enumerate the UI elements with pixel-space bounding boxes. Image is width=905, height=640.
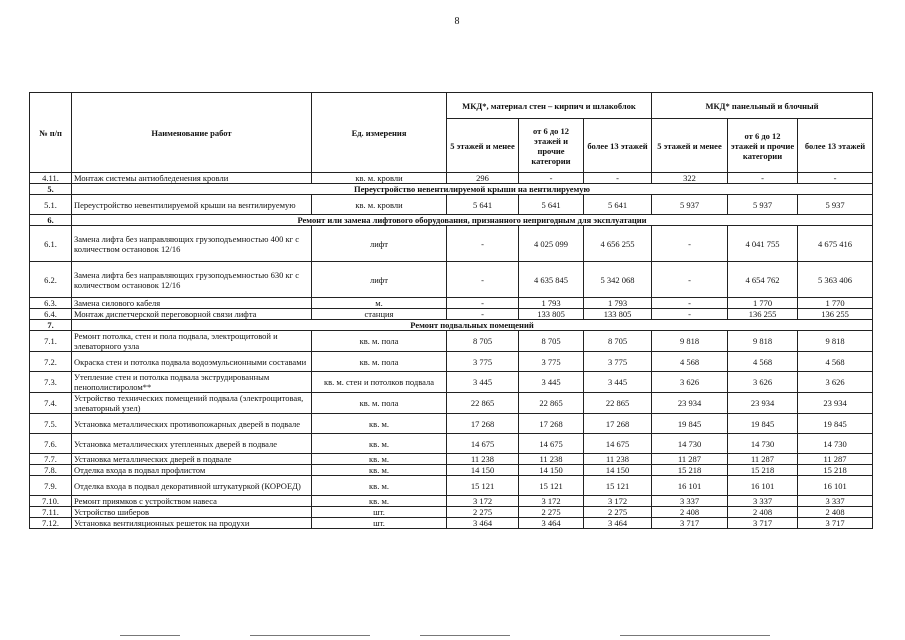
header-sub-4: 5 этажей и менее [652,119,728,173]
header-work-name: Наименование работ [72,93,312,173]
page-number: 8 [454,16,460,27]
cost-value: 15 121 [447,476,519,496]
cost-value: 1 793 [519,298,584,309]
cost-value: 3 445 [519,372,584,393]
scan-artifact [120,635,180,636]
unit-cell: кв. м. кровли [312,173,447,184]
row-number: 6.2. [30,262,72,298]
cost-value: 3 337 [798,496,873,507]
unit-cell: станция [312,309,447,320]
row-number: 7.5. [30,414,72,434]
cost-value: 11 238 [519,454,584,465]
cost-value: 22 865 [519,393,584,414]
cost-value: 136 255 [728,309,798,320]
row-number: 7.7. [30,454,72,465]
cost-value: 11 287 [798,454,873,465]
cost-value: - [584,173,652,184]
cost-value: 19 845 [798,414,873,434]
cost-value: 3 775 [584,352,652,372]
work-name: Утепление стен и потолка подвала экструдированным пенополистиролом** [72,372,312,393]
cost-value: 14 730 [728,434,798,454]
cost-value: 2 275 [447,507,519,518]
row-number: 4.11. [30,173,72,184]
row-number: 5.1. [30,195,72,215]
unit-cell: кв. м. [312,476,447,496]
cost-value: 1 793 [584,298,652,309]
work-name: Переустройство невентилируемой крыши на вентилируемую [72,195,312,215]
section-title: Переустройство невентилируемой крыши на вентилируемую [72,184,873,195]
cost-value: - [447,298,519,309]
table-row [30,352,873,372]
cost-value: 14 675 [519,434,584,454]
cost-value: 3 445 [584,372,652,393]
unit-cell: кв. м. пола [312,393,447,414]
table-row [30,393,873,414]
cost-value: 296 [447,173,519,184]
row-number: 7.8. [30,465,72,476]
cost-value: 5 641 [447,195,519,215]
cost-value: 23 934 [652,393,728,414]
table-row [30,173,873,184]
cost-value: 17 268 [447,414,519,434]
cost-value: 8 705 [447,331,519,352]
cost-value: 5 641 [584,195,652,215]
cost-value: 3 775 [519,352,584,372]
cost-value: - [652,298,728,309]
cost-value: 11 238 [584,454,652,465]
cost-value: 14 150 [447,465,519,476]
cost-value: 14 675 [584,434,652,454]
cost-value: 2 408 [728,507,798,518]
cost-value: 9 818 [798,331,873,352]
cost-value: 16 101 [652,476,728,496]
work-name: Отделка входа в подвал декоративной штукатуркой (КОРОЕД) [72,476,312,496]
unit-cell: шт. [312,518,447,529]
cost-value: 3 172 [584,496,652,507]
header-sub-1: 5 этажей и менее [447,119,519,173]
cost-value: 5 363 406 [798,262,873,298]
table-row [30,226,873,262]
table-body [30,173,873,529]
cost-value: 15 218 [652,465,728,476]
cost-value: 19 845 [652,414,728,434]
unit-cell: лифт [312,262,447,298]
cost-value: 3 337 [728,496,798,507]
table-row [30,195,873,215]
work-name: Монтаж диспетчерской переговорной связи лифта [72,309,312,320]
work-name: Замена лифта без направляющих грузоподъемностью 400 кг с количеством остановок 12/16 [72,226,312,262]
work-name: Ремонт приямков с устройством навеса [72,496,312,507]
section-title: Ремонт подвальных помещений [72,320,873,331]
cost-value: 2 275 [519,507,584,518]
header-sub-2: от 6 до 12 этажей и прочие категории [519,119,584,173]
cost-value: 133 805 [519,309,584,320]
cost-value: - [447,262,519,298]
cost-value: 5 937 [728,195,798,215]
section-row [30,215,873,226]
cost-value: 4 675 416 [798,226,873,262]
work-name: Монтаж системы антиобледенения кровли [72,173,312,184]
work-name: Ремонт потолка, стен и пола подвала, электрощитовой и элеваторного узла [72,331,312,352]
scan-artifact [250,635,370,636]
cost-value: 22 865 [584,393,652,414]
unit-cell: кв. м. пола [312,352,447,372]
table-row [30,465,873,476]
cost-value: 4 656 255 [584,226,652,262]
table-row [30,507,873,518]
work-name: Замена силового кабеля [72,298,312,309]
row-number: 7.3. [30,372,72,393]
cost-value: 14 675 [447,434,519,454]
row-number: 7.6. [30,434,72,454]
section-row [30,184,873,195]
cost-value: 3 626 [798,372,873,393]
header-num: № п/п [30,93,72,173]
row-number: 7.2. [30,352,72,372]
cost-value: - [728,173,798,184]
header-unit: Ед. измерения [312,93,447,173]
unit-cell: кв. м. [312,454,447,465]
cost-value: 3 626 [652,372,728,393]
cost-value: 4 568 [652,352,728,372]
table-row [30,454,873,465]
cost-value: 9 818 [652,331,728,352]
unit-cell: кв. м. пола [312,331,447,352]
row-number: 7.11. [30,507,72,518]
work-name: Отделка входа в подвал профлистом [72,465,312,476]
cost-table [29,92,873,529]
cost-value: 1 770 [798,298,873,309]
unit-cell: кв. м. кровли [312,195,447,215]
row-number: 6.1. [30,226,72,262]
cost-value: 9 818 [728,331,798,352]
cost-value: - [519,173,584,184]
cost-value: 2 408 [798,507,873,518]
row-number: 7.9. [30,476,72,496]
header-sub-3: более 13 этажей [584,119,652,173]
table-row [30,434,873,454]
row-number: 7.4. [30,393,72,414]
header-sub-5: от 6 до 12 этажей и прочие категории [728,119,798,173]
cost-value: 14 150 [519,465,584,476]
cost-value: 3 626 [728,372,798,393]
scan-artifact [420,635,510,636]
header-group-panel: МКД* панельный и блочный [652,93,873,119]
work-name: Установка вентиляционных решеток на продухи [72,518,312,529]
cost-value: 3 717 [652,518,728,529]
work-name: Окраска стен и потолка подвала водоэмульсионными составами [72,352,312,372]
cost-value: 11 287 [652,454,728,465]
cost-value: 11 287 [728,454,798,465]
table-row [30,331,873,352]
cost-value: 8 705 [519,331,584,352]
cost-value: 3 464 [584,518,652,529]
table-row [30,372,873,393]
cost-value: 3 464 [447,518,519,529]
cost-value: 15 121 [584,476,652,496]
cost-value: 8 705 [584,331,652,352]
cost-value: 2 275 [584,507,652,518]
cost-value: 14 730 [652,434,728,454]
unit-cell: шт. [312,507,447,518]
unit-cell: м. [312,298,447,309]
cost-value: 322 [652,173,728,184]
unit-cell: кв. м. [312,414,447,434]
section-number: 5. [30,184,72,195]
cost-value: - [652,262,728,298]
cost-value: 5 937 [798,195,873,215]
row-number: 7.12. [30,518,72,529]
cost-value: 15 121 [519,476,584,496]
cost-value: 23 934 [728,393,798,414]
cost-value: 3 172 [519,496,584,507]
row-number: 7.1. [30,331,72,352]
work-name: Установка металлических противопожарных дверей в подвале [72,414,312,434]
cost-value: 3 172 [447,496,519,507]
unit-cell: кв. м. [312,496,447,507]
cost-value: 4 654 762 [728,262,798,298]
cost-value: 14 730 [798,434,873,454]
cost-value: 5 937 [652,195,728,215]
cost-value: 16 101 [798,476,873,496]
cost-value: 19 845 [728,414,798,434]
row-number: 6.3. [30,298,72,309]
work-name: Устройство технических помещений подвала (электрощитовая, элеваторный узел) [72,393,312,414]
unit-cell: кв. м. стен и потолков подвала [312,372,447,393]
cost-value: 136 255 [798,309,873,320]
section-number: 7. [30,320,72,331]
cost-value: 4 635 845 [519,262,584,298]
work-name: Установка металлических дверей в подвале [72,454,312,465]
cost-value: - [447,309,519,320]
cost-value: 14 150 [584,465,652,476]
cost-value: - [447,226,519,262]
cost-value: 3 464 [519,518,584,529]
table-row [30,496,873,507]
cost-value: 17 268 [519,414,584,434]
work-name: Замена лифта без направляющих грузоподъемностью 630 кг с количеством остановок 12/16 [72,262,312,298]
section-number: 6. [30,215,72,226]
cost-value: - [798,173,873,184]
table-row [30,518,873,529]
cost-value: 5 342 068 [584,262,652,298]
cost-value: 133 805 [584,309,652,320]
cost-value: 2 408 [652,507,728,518]
unit-cell: кв. м. [312,434,447,454]
cost-value: 23 934 [798,393,873,414]
cost-value: 16 101 [728,476,798,496]
section-title: Ремонт или замена лифтового оборудования, признанного непригодным для эксплуатации [72,215,873,226]
table-row [30,476,873,496]
scan-artifact [620,635,770,636]
cost-value: - [652,226,728,262]
unit-cell: кв. м. [312,465,447,476]
header-group-brick: МКД*, материал стен – кирпич и шлакоблок [447,93,652,119]
table-row [30,309,873,320]
cost-value: 15 218 [798,465,873,476]
cost-value: 3 337 [652,496,728,507]
cost-value: 3 717 [728,518,798,529]
cost-value: 11 238 [447,454,519,465]
cost-value: 4 568 [728,352,798,372]
table-row [30,298,873,309]
row-number: 6.4. [30,309,72,320]
cost-value: 4 025 099 [519,226,584,262]
work-name: Установка металлических утепленных дверей в подвале [72,434,312,454]
unit-cell: лифт [312,226,447,262]
cost-value: 15 218 [728,465,798,476]
header-sub-6: более 13 этажей [798,119,873,173]
cost-value: - [652,309,728,320]
cost-value: 17 268 [584,414,652,434]
cost-value: 5 641 [519,195,584,215]
cost-value: 3 775 [447,352,519,372]
work-name: Устройство шиберов [72,507,312,518]
table-row [30,262,873,298]
cost-value: 1 770 [728,298,798,309]
cost-value: 3 717 [798,518,873,529]
cost-value: 3 445 [447,372,519,393]
table-row [30,414,873,434]
row-number: 7.10. [30,496,72,507]
cost-value: 22 865 [447,393,519,414]
cost-value: 4 568 [798,352,873,372]
cost-value: 4 041 755 [728,226,798,262]
section-row [30,320,873,331]
